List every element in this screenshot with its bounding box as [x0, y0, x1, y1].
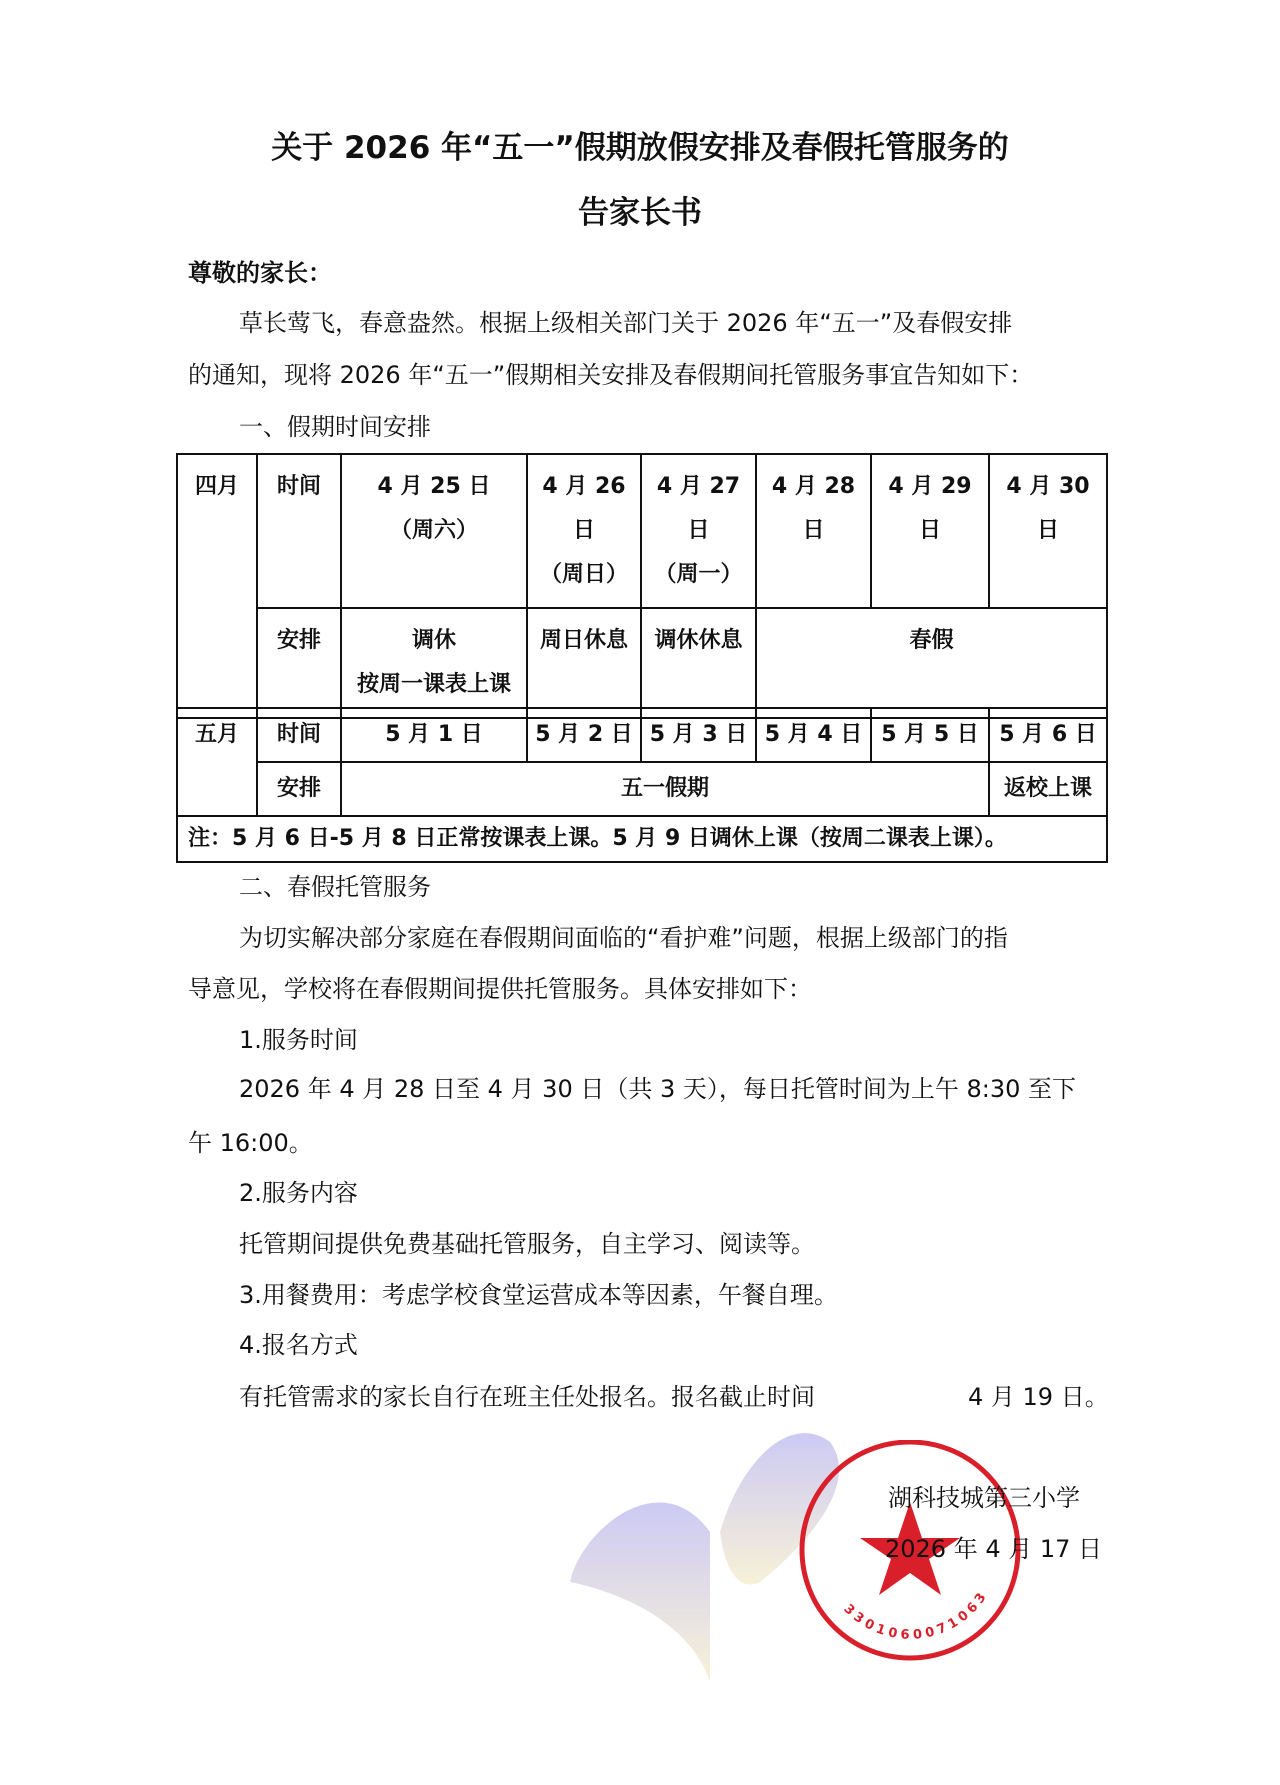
school-signature: 湖科技城第三小学 [888, 1484, 1080, 1512]
time-label: 时间 [257, 454, 341, 608]
greeting: 尊敬的家长： [188, 259, 332, 287]
date-cell: 5 月 2 日 [527, 708, 641, 762]
arrange-label: 安排 [257, 762, 341, 816]
intro-line-1: 草长莺飞，春意盎然。根据上级相关部门关于 2026 年“五一”及春假安排 [239, 309, 1013, 337]
may-table [176, 707, 1108, 863]
item1-heading: 1.服务时间 [239, 1026, 358, 1054]
date-cell: 5 月 4 日 [756, 708, 871, 762]
date-cell: 4 月 30 日 [989, 454, 1107, 608]
item1-line-2: 午 16:00。 [188, 1129, 313, 1157]
title-line-1: 关于 2026 年“五一”假期放假安排及春假托管服务的 [271, 130, 1009, 166]
item4-deadline: 4 月 19 日。 [968, 1383, 1109, 1411]
april-table [176, 453, 1108, 719]
section-2-heading: 二、春假托管服务 [239, 873, 431, 901]
date-cell: 5 月 5 日 [871, 708, 989, 762]
date-cell: 4 月 28 日 [756, 454, 871, 608]
date-cell: 5 月 1 日 [341, 708, 527, 762]
month-label: 四月 [177, 454, 257, 718]
date-cell: 4 月 25 日 （周六） [341, 454, 527, 608]
item3-text: 3.用餐费用：考虑学校食堂运营成本等因素，午餐自理。 [239, 1281, 838, 1309]
arrangement-cell: 周日休息 [527, 608, 641, 718]
arrange-label: 安排 [257, 608, 341, 718]
item4-heading: 4.报名方式 [239, 1331, 358, 1359]
item2-text: 托管期间提供免费基础托管服务，自主学习、阅读等。 [239, 1230, 815, 1258]
svg-text:3301060071063 [841, 1587, 992, 1643]
title-line-2: 告家长书 [578, 195, 702, 231]
signature-date: 2026 年 4 月 17 日 [885, 1535, 1103, 1563]
para2-line-1: 为切实解决部分家庭在春假期间面临的“看护难”问题，根据上级部门的指 [239, 924, 1008, 952]
arrangement-cell: 调休休息 [641, 608, 756, 718]
seal-code: 3301060071063 [840, 1587, 992, 1643]
date-cell: 4 月 27 日 （周一） [641, 454, 756, 608]
section-1-heading: 一、假期时间安排 [239, 413, 431, 441]
date-cell: 5 月 3 日 [641, 708, 756, 762]
time-label: 时间 [257, 708, 341, 762]
item2-heading: 2.服务内容 [239, 1179, 358, 1207]
item4-text: 有托管需求的家长自行在班主任处报名。报名截止时间 [239, 1383, 815, 1411]
intro-line-2: 的通知，现将 2026 年“五一”假期相关安排及春假期间托管服务事宜告知如下： [188, 361, 1034, 389]
date-cell: 4 月 26 日 （周日） [527, 454, 641, 608]
arrangement-cell: 春假 [756, 608, 1107, 718]
table-note: 注：5 月 6 日-5 月 8 日正常按课表上课。5 月 9 日调休上课（按周二课表上课）。 [177, 816, 1107, 862]
arrangement-cell: 五一假期 [341, 762, 989, 816]
date-cell: 5 月 6 日 [989, 708, 1107, 762]
para2-line-2: 导意见，学校将在春假期间提供托管服务。具体安排如下： [188, 975, 812, 1003]
item1-line-1: 2026 年 4 月 28 日至 4 月 30 日（共 3 天），每日托管时间为上午 8:30 至下 [239, 1075, 1077, 1103]
month-label: 五月 [177, 708, 257, 816]
date-cell: 4 月 29 日 [871, 454, 989, 608]
arrangement-cell: 调休 按周一课表上课 [341, 608, 527, 718]
arrangement-cell: 返校上课 [989, 762, 1107, 816]
